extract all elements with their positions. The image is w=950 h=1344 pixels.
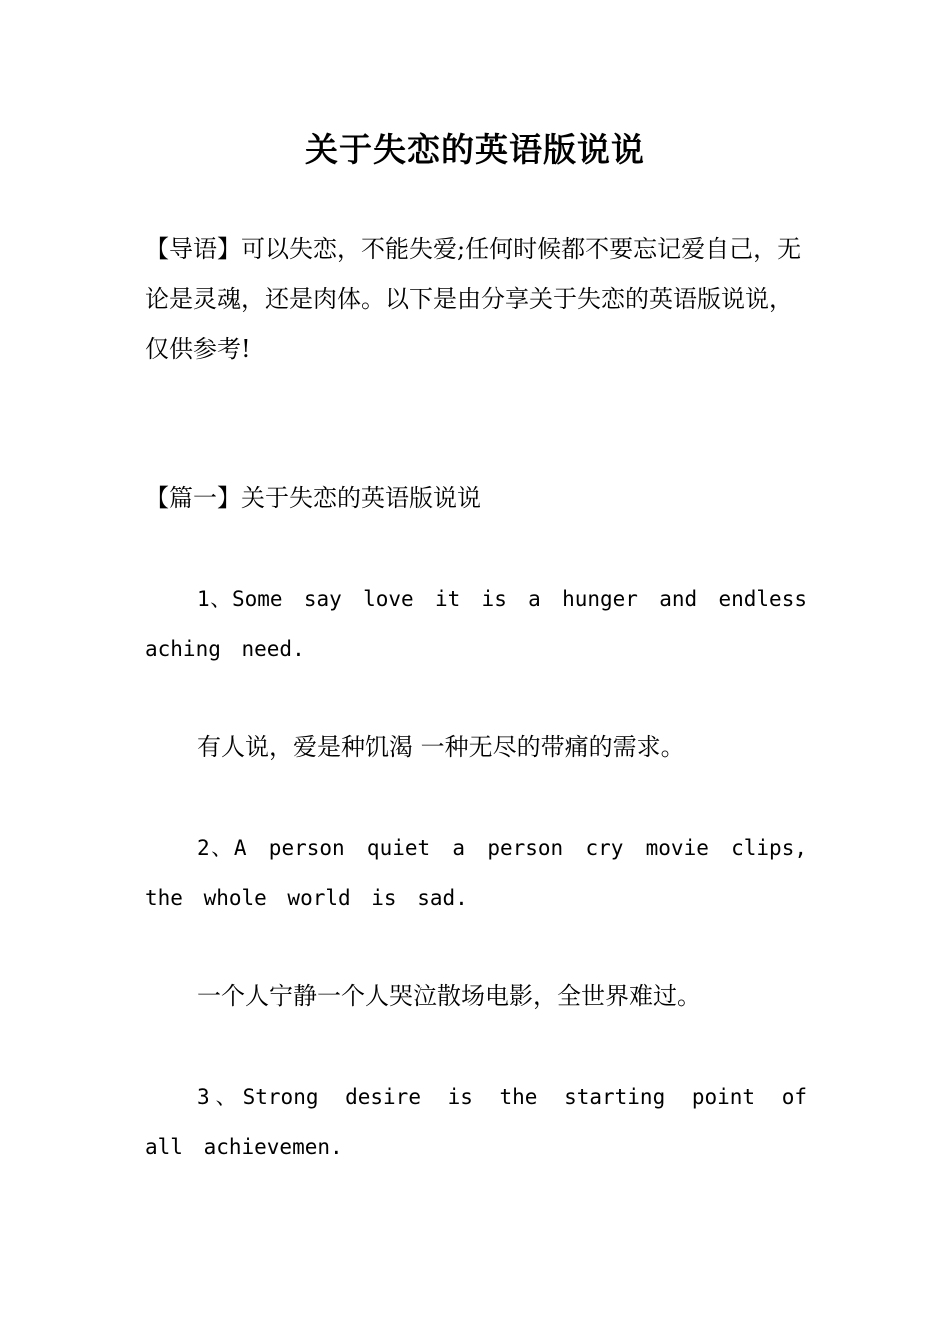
quote-2-chinese: 一个人宁静一个人哭泣散场电影，全世界难过。 xyxy=(197,982,701,1010)
quote-3-english: 3、Strong desire is the starting point of all achievemen. xyxy=(145,1085,807,1159)
quote-2-english: 2、A person quiet a person cry movie clips, the whole world is sad. xyxy=(145,836,807,910)
quote-1-english: 1、Some say love it is a hunger and endless aching need. xyxy=(145,587,807,661)
section-heading: 【篇一】关于失恋的英语版说说 xyxy=(145,484,481,512)
document-title: 关于失恋的英语版说说 xyxy=(305,130,645,169)
intro-paragraph: 【导语】可以失恋，不能失爱;任何时候都不要忘记爱自己，无论是灵魂，还是肉体。以下是由分享关于失恋的英语版说说，仅供参考! xyxy=(145,235,802,363)
quote-1-chinese: 有人说，爱是种饥渴 一种无尽的带痛的需求。 xyxy=(197,733,685,761)
